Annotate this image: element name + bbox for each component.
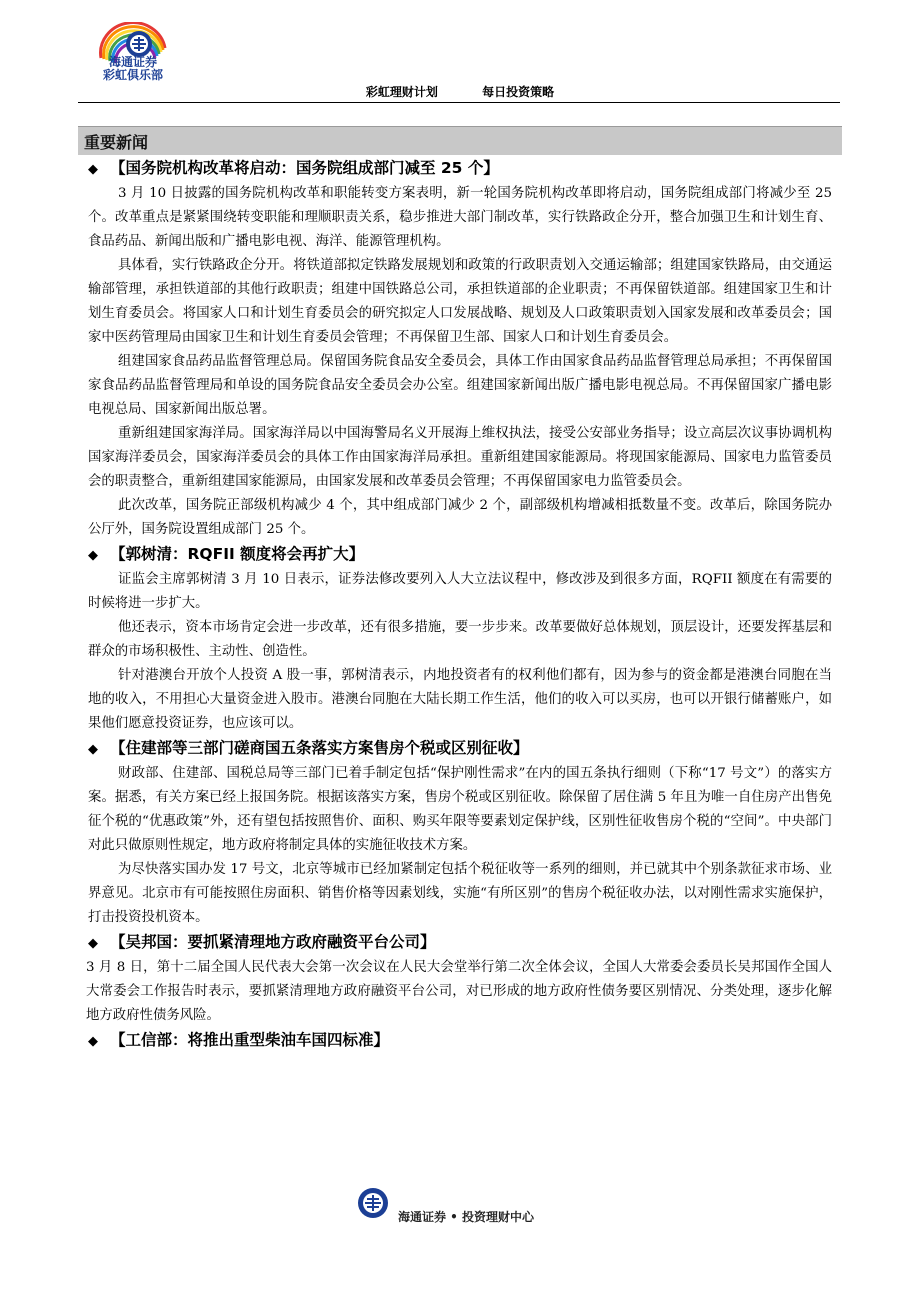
article-paragraph: 具体看，实行铁路政企分开。将铁道部拟定铁路发展规划和政策的行政职责划入交通运输部；组建国家铁路局，由交通运输部管理，承担铁道部的其他行政职责；组建中国铁路总公司，承担铁道部的企业职责；不再保留铁道部。组建国家卫生和计划生育委员会。将国家人口和计划生育委员会的研究拟定人口发展战略、规划及人口政策职责划入国家发展和改革委员会；国家中医药管理局由国家卫生和计划生育委员会管理；不再保留卫生部、国家人口和计划生育委员会。 xyxy=(88,258,832,345)
headline-text: 【郭树清：RQFII 额度将会再扩大】 xyxy=(110,545,365,563)
article-paragraph: 重新组建国家海洋局。国家海洋局以中国海警局名义开展海上维权执法，接受公安部业务指导；设立高层次议事协调机构国家海洋委员会，国家海洋委员会的具体工作由国家海洋局承担。重新组建国家能源局。将现国家能源局、国家电力监管委员会的职责整合，重新组建国家能源局，由国家发展和改革委员会管理；不再保留国家电力监管委员会。 xyxy=(88,426,832,489)
article-paragraph: 针对港澳台开放个人投资 A 股一事，郭树清表示，内地投资者有的权利他们都有，因为参与的资金都是港澳台同胞在当地的收入，不用担心大量资金进入股市。港澳台同胞在大陆长期工作生活，他们的收入可以买房，也可以开银行储蓄账户，如果他们愿意投资证券，也应该可以。 xyxy=(88,668,832,731)
logo-line2: 彩虹俱乐部 xyxy=(102,68,163,82)
article-headline xyxy=(88,736,832,762)
header-divider xyxy=(78,102,840,103)
article-headline xyxy=(88,930,832,956)
article-paragraph: 组建国家食品药品监督管理总局。保留国务院食品安全委员会，具体工作由国家食品药品监督管理总局承担；不再保留国家食品药品监督管理局和单设的国务院食品安全委员会办公室。组建国家新闻出版广播电影电视总局。不再保留国家广播电影电视总局、国家新闻出版总署。 xyxy=(88,354,832,417)
article-headline xyxy=(88,1028,832,1054)
article-paragraph: 证监会主席郭树清 3 月 10 日表示，证券法修改要列入人大立法议程中，修改涉及到很多方面，RQFII 额度在有需要的时候将进一步扩大。 xyxy=(88,572,832,611)
article-headline xyxy=(88,156,832,182)
logo-line1: 海通证券 xyxy=(108,55,157,69)
logo-text xyxy=(92,56,174,82)
article-paragraph: 财政部、住建部、国税总局等三部门已着手制定包括“保护刚性需求”在内的国五条执行细则（下称“17 号文”）的落实方案。据悉，有关方案已经上报国务院。根据该落实方案，售房个税或区别征收。除保留了居住满 5 年且为唯一自住房产出售免征个税的“优惠政策”外，还有望包括按照售价、面积、购买年限等要素划定保护线，区别性征收售房个税的“空间”。中央部门对此只做原则性规定，地方政府将制定具体的实施征收技术方案。 xyxy=(88,766,832,853)
article-paragraph: 此次改革，国务院正部级机构减少 4 个，其中组成部门减少 2 个，副部级机构增减相抵数量不变。改革后，除国务院办公厅外，国务院设置组成部门 25 个。 xyxy=(88,498,832,537)
link-rainbow-plan[interactable]: 彩虹理财计划 xyxy=(365,85,438,99)
news-content xyxy=(88,156,832,1054)
diamond-bullet-icon: ◆ xyxy=(88,548,98,563)
headline-text: 【吴邦国：要抓紧清理地方政府融资平台公司】 xyxy=(110,933,436,951)
article-paragraph: 为尽快落实国办发 17 号文，北京等城市已经加紧制定包括个税征收等一系列的细则，并已就其中个别条款征求市场、业界意见。北京市有可能按照住房面积、销售价格等因素划线，实施“有所区别”的售房个税征收办法，以对刚性需求实施保护，打击投资投机资本。 xyxy=(88,862,832,925)
article-paragraph: 3 月 8 日，第十二届全国人民代表大会第一次会议在人民大会堂举行第二次全体会议，全国人大常委会委员长吴邦国作全国人大常委会工作报告时表示，要抓紧清理地方政府融资平台公司，对已形成的地方政府性债务要区别情况、分类处理，逐步化解地方政府性债务风险。 xyxy=(86,960,832,1023)
diamond-bullet-icon: ◆ xyxy=(88,162,98,177)
diamond-bullet-icon: ◆ xyxy=(88,936,98,951)
diamond-bullet-icon: ◆ xyxy=(88,742,98,757)
link-daily-strategy[interactable]: 每日投资策略 xyxy=(482,85,555,99)
header-links xyxy=(0,83,920,100)
headline-text: 【住建部等三部门磋商国五条落实方案售房个税或区别征收】 xyxy=(110,739,529,757)
article-headline xyxy=(88,542,832,568)
diamond-bullet-icon: ◆ xyxy=(88,1034,98,1049)
section-title: 重要新闻 xyxy=(84,133,149,152)
footer-text: 海通证券 • 投资理财中心 xyxy=(398,1210,535,1224)
headline-text: 【国务院机构改革将启动：国务院组成部门减至 25 个】 xyxy=(110,159,499,177)
article-paragraph: 他还表示，资本市场肯定会进一步改革，还有很多措施，要一步步来。改革要做好总体规划，顶层设计，还要发挥基层和群众的市场积极性、主动性、创造性。 xyxy=(88,620,832,659)
article-paragraph: 3 月 10 日披露的国务院机构改革和职能转变方案表明，新一轮国务院机构改革即将启动，国务院组成部门将减少至 25 个。改革重点是紧紧围绕转变职能和理顺职责关系，稳步推进大部门制改革，实行铁路政企分开，整合加强卫生和计划生育、食品药品、新闻出版和广播电影电视、海洋、能源管理机构。 xyxy=(88,186,832,249)
section-bar xyxy=(78,126,842,155)
headline-text: 【工信部：将推出重型柴油车国四标准】 xyxy=(110,1031,390,1049)
